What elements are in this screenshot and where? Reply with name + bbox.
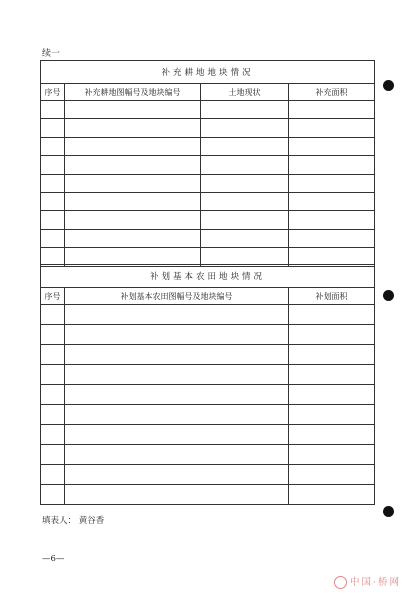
empty-cell: [289, 485, 375, 505]
table-row: [41, 425, 375, 445]
empty-cell: [289, 192, 375, 210]
empty-cell: [65, 345, 289, 365]
empty-cell: [201, 211, 289, 229]
empty-cell: [41, 465, 65, 485]
empty-cell: [289, 211, 375, 229]
section-title-basic-farmland: 补划基本农田地块情况: [41, 265, 375, 288]
table-row: [41, 229, 375, 247]
binding-hole-top: [383, 80, 394, 91]
empty-cell: [65, 365, 289, 385]
empty-cell: [65, 425, 289, 445]
table-row: [41, 305, 375, 325]
table-row: [41, 325, 375, 345]
empty-cell: [65, 174, 201, 192]
watermark: 中国·桥网: [334, 574, 401, 589]
table-row: [41, 485, 375, 505]
col-header-area: 补充面积: [289, 84, 375, 101]
empty-cell: [289, 325, 375, 345]
empty-cell: [289, 137, 375, 155]
binding-hole-middle: [383, 290, 394, 301]
table-row: [41, 345, 375, 365]
empty-cell: [65, 192, 201, 210]
empty-cell: [289, 229, 375, 247]
empty-cell: [41, 345, 65, 365]
empty-cell: [65, 325, 289, 345]
page-number: —6—: [42, 554, 65, 564]
table-row: [41, 445, 375, 465]
empty-cell: [201, 229, 289, 247]
table-row: [41, 465, 375, 485]
empty-cell: [289, 365, 375, 385]
empty-cell: [65, 465, 289, 485]
empty-cell: [289, 425, 375, 445]
col-header-seq: 序号: [41, 84, 65, 101]
empty-cell: [289, 156, 375, 174]
empty-cell: [65, 156, 201, 174]
col-header-seq: 序号: [41, 288, 65, 305]
empty-cell: [41, 174, 65, 192]
empty-cell: [65, 405, 289, 425]
empty-cell: [289, 385, 375, 405]
empty-cell: [41, 119, 65, 137]
empty-cell: [201, 156, 289, 174]
empty-cell: [201, 101, 289, 119]
supplementary-farmland-table: [40, 60, 375, 267]
empty-cell: [41, 425, 65, 445]
col-header-area: 补划面积: [289, 288, 375, 305]
empty-cell: [41, 485, 65, 505]
table-row: [41, 192, 375, 210]
empty-cell: [201, 174, 289, 192]
table-row: [41, 405, 375, 425]
empty-cell: [65, 485, 289, 505]
empty-cell: [41, 211, 65, 229]
empty-cell: [65, 119, 201, 137]
empty-cell: [41, 445, 65, 465]
basic-farmland-table: [40, 264, 375, 505]
empty-cell: [65, 229, 201, 247]
empty-cell: [65, 211, 201, 229]
empty-cell: [65, 101, 201, 119]
binding-hole-bottom: [383, 506, 394, 517]
empty-cell: [289, 119, 375, 137]
empty-cell: [41, 365, 65, 385]
empty-cell: [289, 305, 375, 325]
section-title-farmland: 补充耕地地块情况: [41, 61, 375, 84]
seal-icon: [334, 576, 347, 589]
empty-cell: [201, 192, 289, 210]
empty-cell: [201, 137, 289, 155]
empty-cell: [65, 305, 289, 325]
empty-cell: [65, 385, 289, 405]
empty-cell: [201, 119, 289, 137]
table-row: [41, 385, 375, 405]
table-row: [41, 137, 375, 155]
empty-cell: [41, 325, 65, 345]
table-row: [41, 101, 375, 119]
empty-cell: [289, 101, 375, 119]
empty-cell: [41, 305, 65, 325]
empty-cell: [289, 174, 375, 192]
table-row: [41, 365, 375, 385]
empty-cell: [289, 405, 375, 425]
col-header-land-status: 土地现状: [201, 84, 289, 101]
col-header-plot-id: 补充耕地图幅号及地块编号: [65, 84, 201, 101]
empty-cell: [41, 385, 65, 405]
empty-cell: [41, 405, 65, 425]
empty-cell: [41, 229, 65, 247]
continuation-label: 续一: [42, 49, 61, 59]
empty-cell: [289, 445, 375, 465]
table-row: [41, 119, 375, 137]
col-header-plot-id: 补划基本农田图幅号及地块编号: [65, 288, 289, 305]
empty-cell: [41, 101, 65, 119]
empty-cell: [289, 345, 375, 365]
empty-cell: [41, 156, 65, 174]
empty-cell: [65, 445, 289, 465]
table-row: [41, 156, 375, 174]
table-row: [41, 211, 375, 229]
empty-cell: [41, 192, 65, 210]
empty-cell: [41, 137, 65, 155]
table-row: [41, 174, 375, 192]
empty-cell: [289, 465, 375, 485]
filled-by-label: 填表人： 黄谷香: [42, 516, 105, 526]
empty-cell: [65, 137, 201, 155]
